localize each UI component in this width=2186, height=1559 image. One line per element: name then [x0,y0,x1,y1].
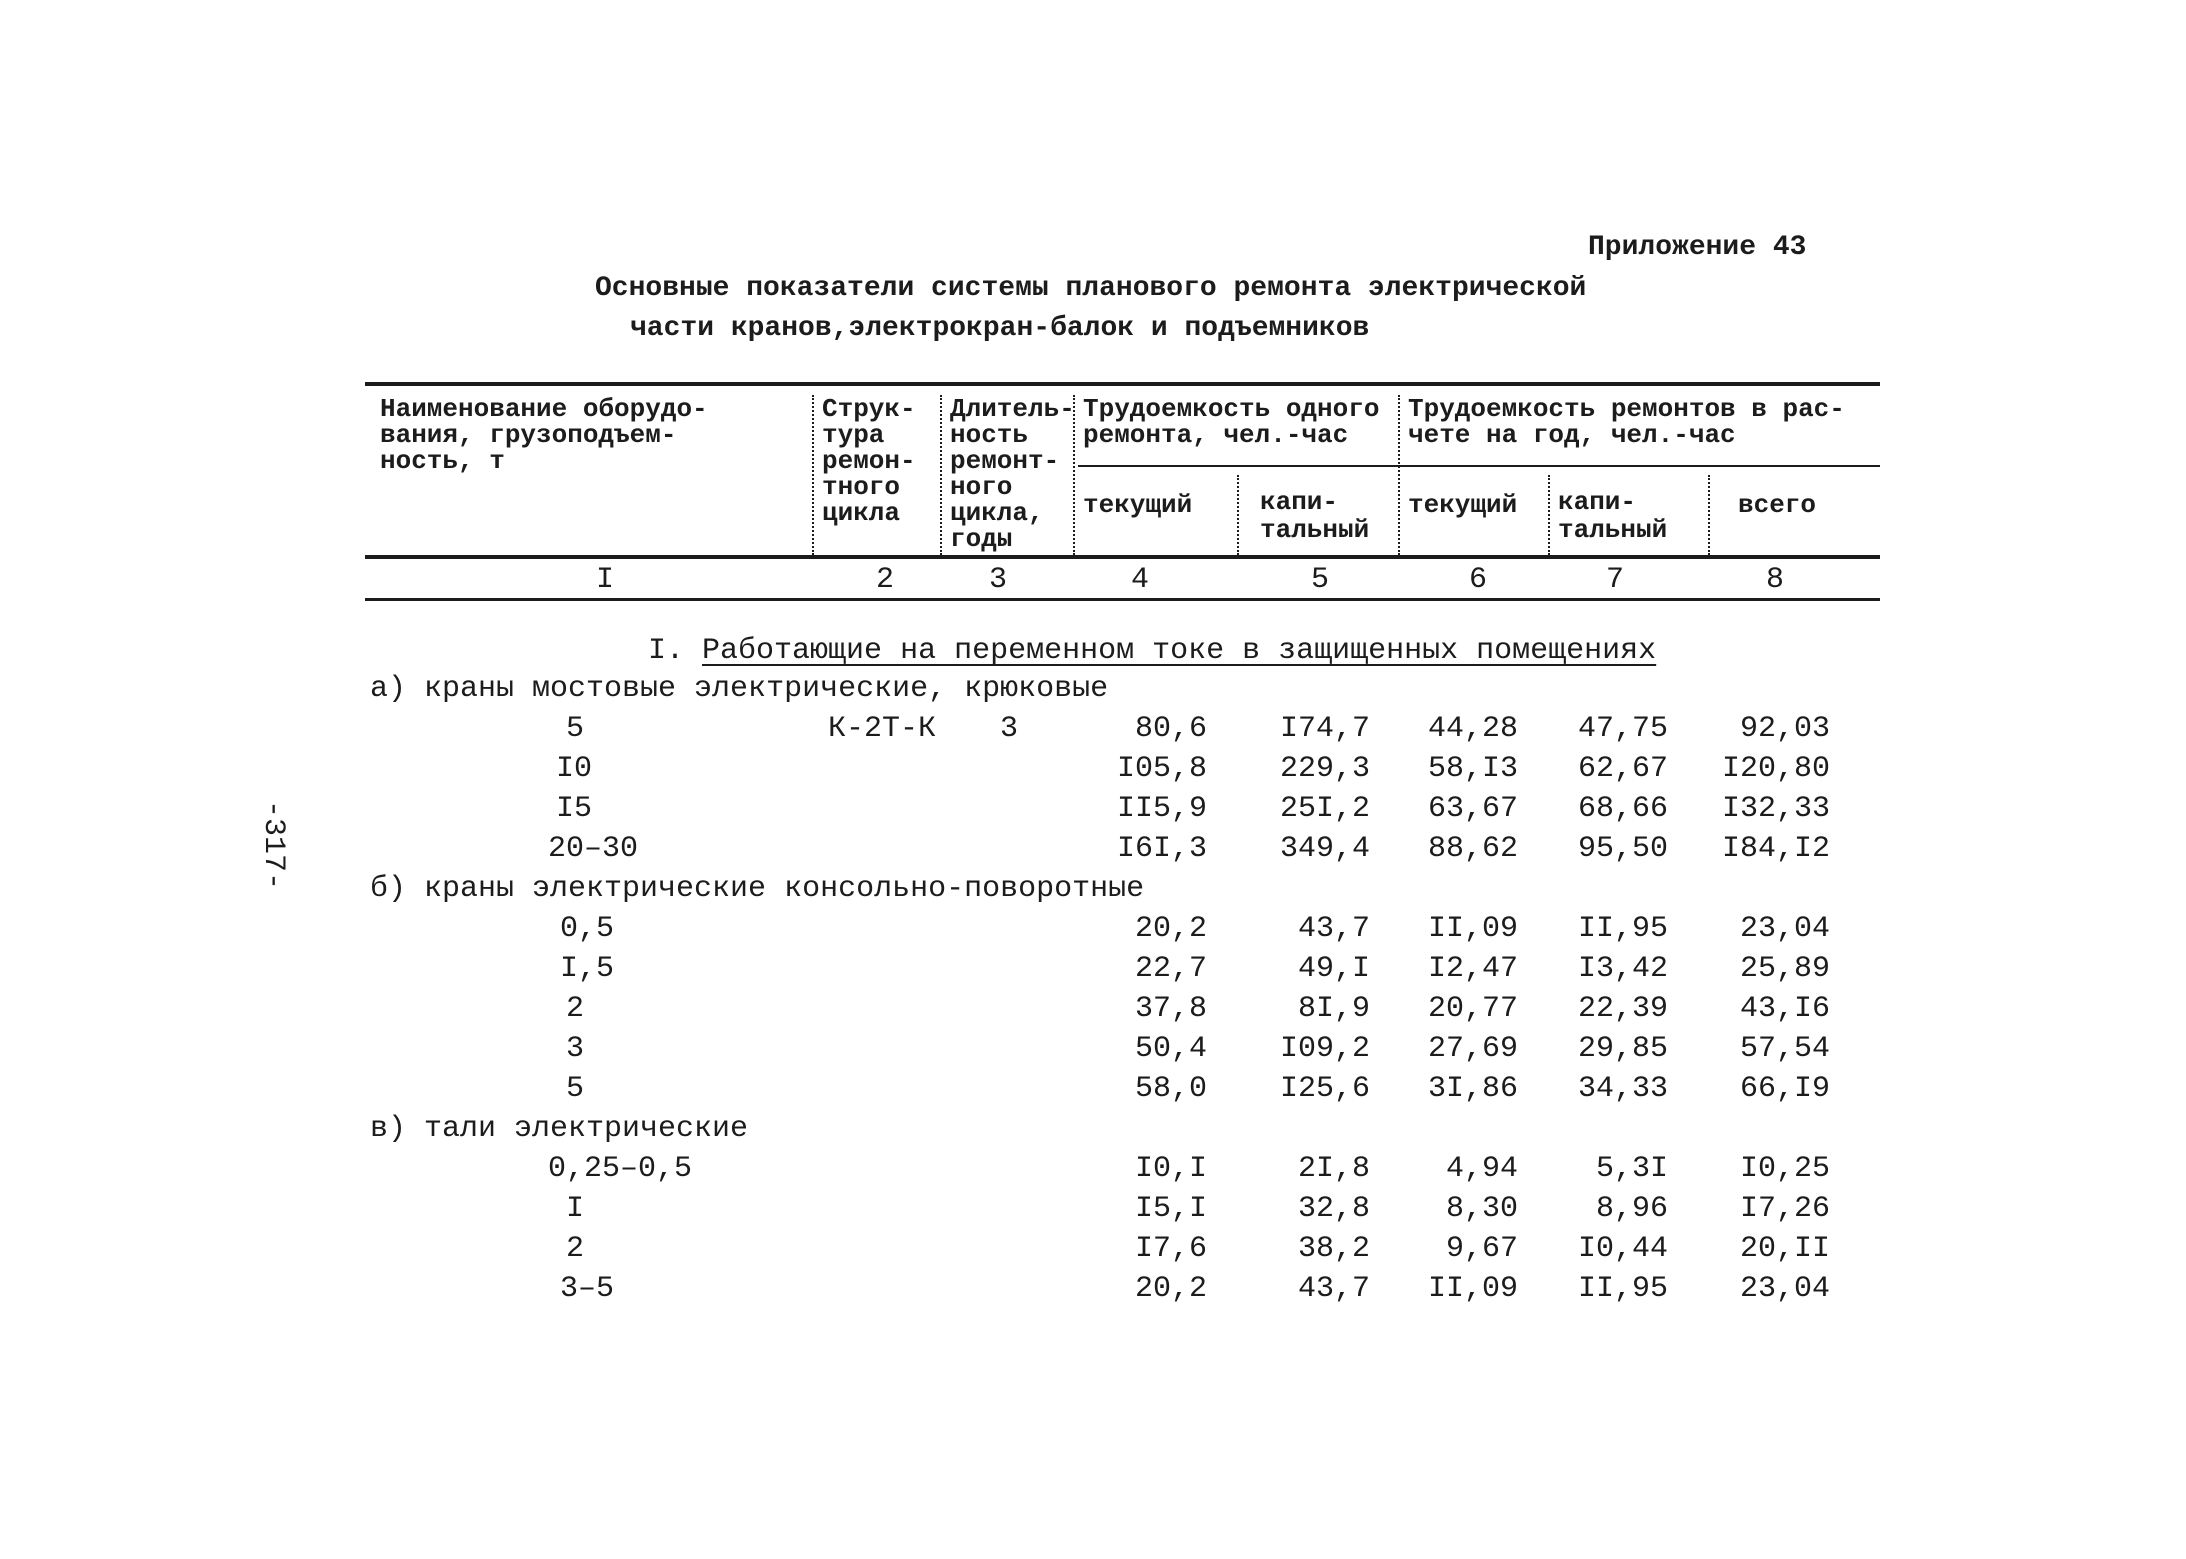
labor-capital-one-cell: I25,6 [1279,1072,1370,1106]
capacity-cell: 5 [566,1072,585,1106]
labor-total-year-cell: I84,I2 [1721,832,1830,866]
header-bottom-rule [365,555,1880,559]
labor-capital-year-cell: II,95 [1577,912,1668,946]
labor-capital-one-cell: 8I,9 [1297,992,1370,1026]
labor-capital-one-cell: I74,7 [1279,712,1370,746]
col-number-8: 8 [1765,563,1784,597]
labor-total-year-cell: 23,04 [1739,1272,1830,1306]
col-numbers-rule [365,598,1880,601]
labor-current-year-cell: 27,69 [1427,1032,1518,1066]
group-caption: а) краны мостовые электрические, крюковые [370,672,1109,706]
header-sub-5: капи- тальный [1260,487,1370,545]
page-number: -317- [256,800,290,891]
header-sub-8: всего [1738,490,1817,520]
labor-capital-one-cell: 229,3 [1279,752,1370,786]
header-divider [1237,475,1239,555]
capacity-cell: I5 [556,792,593,826]
labor-total-year-cell: 43,I6 [1739,992,1830,1026]
labor-current-year-cell: 3I,86 [1427,1072,1518,1106]
col-number-6: 6 [1468,563,1487,597]
labor-total-year-cell: 92,03 [1739,712,1830,746]
title-line-1: Основные показатели системы планового ремонта электрической [595,273,1587,304]
capacity-cell: 2 [566,992,585,1026]
labor-current-one-cell: I6I,3 [1116,832,1207,866]
header-sub-7: капи- тальный [1558,487,1668,545]
labor-capital-one-cell: 43,7 [1297,1272,1370,1306]
header-divider [1708,475,1710,555]
labor-capital-one-cell: 49,I [1297,952,1370,986]
labor-current-one-cell: I5,I [1134,1192,1207,1226]
appendix-label: Приложение 43 [1588,232,1807,263]
col-number-4: 4 [1130,563,1149,597]
header-col2: Струк- тура ремон- тного цикла [822,394,916,528]
section-heading [648,634,1656,668]
header-group-1: Трудоемкость одного ремонта, чел.-час [1083,394,1380,450]
labor-capital-year-cell: 29,85 [1577,1032,1668,1066]
capacity-cell: 0,5 [560,912,615,946]
labor-current-year-cell: II,09 [1427,912,1518,946]
labor-current-year-cell: 8,30 [1445,1192,1518,1226]
structure-cell: К-2Т-К [828,712,937,746]
duration-cell: 3 [1000,712,1019,746]
col-number-2: 2 [875,563,894,597]
labor-total-year-cell: I32,33 [1721,792,1830,826]
capacity-cell: 3–5 [560,1272,615,1306]
capacity-cell: I0 [556,752,593,786]
labor-current-one-cell: 50,4 [1134,1032,1207,1066]
labor-capital-year-cell: 22,39 [1577,992,1668,1026]
labor-current-year-cell: 20,77 [1427,992,1518,1026]
header-divider [1398,395,1400,555]
labor-capital-one-cell: I09,2 [1279,1032,1370,1066]
col-number-7: 7 [1605,563,1624,597]
capacity-cell: 2 [566,1232,585,1266]
labor-current-one-cell: 37,8 [1134,992,1207,1026]
section-title: Работающие на переменном токе в защищенных помещениях [702,634,1657,668]
labor-total-year-cell: 20,II [1739,1232,1830,1266]
labor-total-year-cell: I7,26 [1739,1192,1830,1226]
header-col3: Длитель- ность ремонт- ного цикла, годы [950,394,1075,554]
labor-total-year-cell: I0,25 [1739,1152,1830,1186]
labor-capital-one-cell: 25I,2 [1279,792,1370,826]
header-sub-4: текущий [1083,490,1193,520]
labor-total-year-cell: 25,89 [1739,952,1830,986]
capacity-cell: I [566,1192,585,1226]
labor-current-year-cell: 58,I3 [1427,752,1518,786]
section-number: I. [648,634,685,668]
capacity-cell: 3 [566,1032,585,1066]
labor-capital-year-cell: 8,96 [1595,1192,1668,1226]
capacity-cell: I,5 [560,952,615,986]
labor-capital-year-cell: 68,66 [1577,792,1668,826]
labor-current-one-cell: I05,8 [1116,752,1207,786]
labor-capital-year-cell: 47,75 [1577,712,1668,746]
header-divider [812,395,814,555]
labor-total-year-cell: 66,I9 [1739,1072,1830,1106]
group-caption: в) тали электрические [370,1112,749,1146]
labor-total-year-cell: 57,54 [1739,1032,1830,1066]
labor-current-year-cell: II,09 [1427,1272,1518,1306]
capacity-cell: 0,25–0,5 [548,1152,693,1186]
labor-capital-year-cell: 62,67 [1577,752,1668,786]
labor-current-one-cell: 58,0 [1134,1072,1207,1106]
labor-capital-one-cell: 38,2 [1297,1232,1370,1266]
table-top-rule [365,382,1880,386]
labor-capital-year-cell: 5,3I [1595,1152,1668,1186]
capacity-cell: 5 [566,712,585,746]
labor-capital-one-cell: 349,4 [1279,832,1370,866]
col-number-1: I [595,563,614,597]
labor-total-year-cell: I20,80 [1721,752,1830,786]
labor-capital-year-cell: II,95 [1577,1272,1668,1306]
labor-capital-one-cell: 2I,8 [1297,1152,1370,1186]
labor-capital-one-cell: 32,8 [1297,1192,1370,1226]
labor-current-year-cell: I2,47 [1427,952,1518,986]
labor-capital-year-cell: I0,44 [1577,1232,1668,1266]
labor-current-year-cell: 44,28 [1427,712,1518,746]
labor-current-year-cell: 63,67 [1427,792,1518,826]
header-sub-rule [1078,465,1880,467]
header-sub-6: текущий [1408,490,1518,520]
labor-current-one-cell: I7,6 [1134,1232,1207,1266]
labor-current-one-cell: I0,I [1134,1152,1207,1186]
labor-capital-one-cell: 43,7 [1297,912,1370,946]
labor-current-one-cell: 20,2 [1134,1272,1207,1306]
labor-current-year-cell: 88,62 [1427,832,1518,866]
labor-current-one-cell: 22,7 [1134,952,1207,986]
group-caption: б) краны электрические консольно-поворотные [370,872,1145,906]
labor-capital-year-cell: 95,50 [1577,832,1668,866]
labor-capital-year-cell: 34,33 [1577,1072,1668,1106]
header-group-2: Трудоемкость ремонтов в рас- чете на год, чел.-час [1408,394,1845,450]
labor-current-year-cell: 9,67 [1445,1232,1518,1266]
title-line-2: части кранов,электрокран-балок и подъемников [630,313,1370,344]
col-number-5: 5 [1310,563,1329,597]
labor-current-one-cell: 20,2 [1134,912,1207,946]
col-number-3: 3 [988,563,1007,597]
header-divider [1548,475,1550,555]
labor-current-year-cell: 4,94 [1445,1152,1518,1186]
labor-capital-year-cell: I3,42 [1577,952,1668,986]
labor-current-one-cell: 80,6 [1134,712,1207,746]
header-col1: Наименование оборудо- вания, грузоподъем- ность, т [380,394,708,476]
capacity-cell: 20–30 [548,832,639,866]
labor-total-year-cell: 23,04 [1739,912,1830,946]
labor-current-one-cell: II5,9 [1116,792,1207,826]
header-divider [940,395,942,555]
